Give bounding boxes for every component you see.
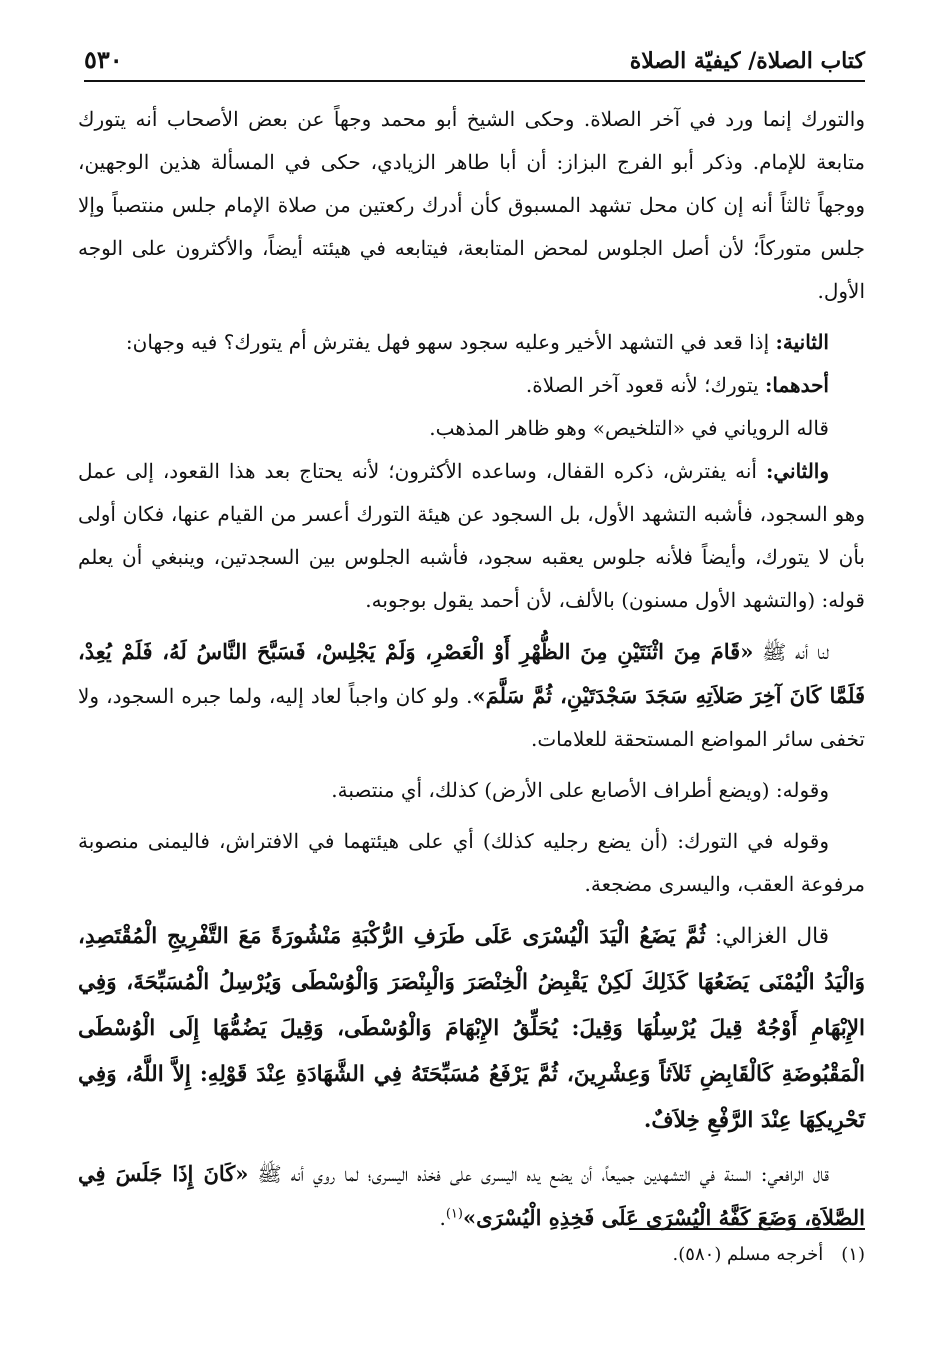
paragraph-text: وقوله في التورك: (أن يضع رجليه كذلك) أي على هيئتهما في الافتراش، فاليمنى منصوبة مرفوعة العقب، واليسرى مضجعة. — [78, 829, 865, 896]
term-label: أحدهما: — [764, 373, 829, 397]
paragraph-text: أنه يفترش، ذكره القفال، وساعده الأكثرون؛ لأنه يحتاج بعد هذا القعود، إلى عمل وهو السجود، فأشبه التشهد الأول، بل السجود عن هيئة التورك أعسر من القيام عنها، فكان أولى بأن لا يتورك، وأيضاً فلأنه جلوس يعقبه سجود، فأشبه الجلوس بين السجدتين، وينبغي أن يعلم قوله: (والتشهد الأول مسنون) بالألف، لأن أحمد يقول بوجوبه. — [78, 459, 865, 612]
paragraph — [78, 1152, 865, 1240]
page-number: ٥٣٠ — [84, 45, 123, 74]
quoted-matn: ثُمَّ يَضَعُ الْيَدَ الْيُسْرَى عَلَى طَرَفِ الرُّكْبَةِ مَنْشُورَةً مَعَ التَّفْرِيجِ الْمُقْتَصِدِ، وَالْيَدُ الْيُمْنَى يَضَعُهَا كَذَلِكَ لَكِنْ يَقْبِضُ الْخِنْصَرَ وَالْبِنْصَرَ وَالْوُسْطَى وَيُرْسِلُ الْمُسَبِّحَةَ، وَفِي الإِبْهَامِ أَوْجُهٌ قِيلَ يُرْسِلُهَا وَقِيلَ: يُحَلِّقُ الإِبْهَامَ وَالْوُسْطَى، وَقِيلَ يَضُمُّهَا إِلَى الْوُسْطَى الْمَقْبُوضَةِ كَالْقَابِضِ ثَلاَثاً وَعِشْرِينَ، ثُمَّ يَرْفَعُ مُسَبِّحَتَهُ فِي الشَّهَادَةِ عِنْدَ قَوْلِهِ: إِلاَّ اللَّهُ، وَفِي تَحْرِيكِهَا عِنْدَ الرَّفْعِ خِلاَفٌ. — [78, 924, 865, 1133]
paragraph — [78, 321, 865, 364]
page-header — [84, 42, 865, 82]
footnote-divider — [629, 1228, 865, 1230]
paragraph — [78, 450, 865, 622]
paragraph-text: . ولو كان واجباً لعاد إليه، ولما جبره السجود، ولا تخفى سائر المواضع المستحقة للعلامات. — [78, 684, 865, 751]
paragraph-text: والتورك إنما ورد في آخر الصلاة. وحكى الشيخ أبو محمد وجهاً عن بعض الأصحاب أنه يتورك متابعة للإمام. وذكر أبو الفرج البزاز: أن أبا طاهر الزيادي، حكى في المسألة هذين الوجهين، ووجهاً ثالثاً أنه إن كان محل تشهد المسبوق كأن أدرك ركعتين من صلاة الإمام جلس منتصباً وإلا جلس متوركاً؛ لأن أصل الجلوس لمحض المتابعة، فيتابعه في هيئته أيضاً، والأكثرون على الوجه الأول. — [78, 107, 866, 303]
paragraph-text: قال الغزالي: — [705, 924, 829, 949]
term-label: الثانية: — [775, 330, 829, 354]
hadith-quote: «كَانَ إِذَا جَلَسَ فِي الصَّلاَةِ، وَضَعَ كَفَّهُ الْيُسْرَى عَلَى فَخِذِهِ الْيُسْرَى» — [78, 1161, 865, 1230]
paragraph — [78, 364, 865, 407]
term-label: والثاني: — [765, 459, 830, 483]
paragraph — [78, 630, 865, 761]
paragraph-text: قاله الروياني في «التلخيص» وهو ظاهر المذهب. — [429, 416, 829, 440]
paragraph — [78, 820, 865, 906]
paragraph-text: وقوله: (ويضع أطراف الأصابع على الأرض) كذلك، أي منتصبة. — [331, 778, 829, 802]
paragraph — [78, 98, 865, 313]
footnote-text: أخرجه مسلم (٥٨٠). — [672, 1244, 824, 1265]
footnote-mark: (١) — [841, 1244, 865, 1265]
ghazali-text — [78, 914, 865, 1144]
paragraph-text: يتورك؛ لأنه قعود آخر الصلاة. — [525, 373, 765, 397]
paragraph-text: . — [439, 1206, 446, 1230]
paragraph — [78, 407, 865, 450]
paragraph — [78, 769, 865, 812]
paragraph-text: لنا أنه ﷺ — [753, 640, 829, 664]
paragraph-text: إذا قعد في التشهد الأخير وعليه سجود سهو فهل يفترش أم يتورك؟ فيه وجهان: — [125, 330, 776, 354]
running-title: كتاب الصلاة/ كيفيّة الصلاة — [629, 48, 865, 74]
main-text — [78, 98, 865, 1240]
hadith-quote: «قَامَ مِنَ اثْنَتَيْنِ مِنَ الظُّهْرِ أَوْ الْعَصْرِ، وَلَمْ يَجْلِسْ، فَسَبَّحَ النَّاسُ لَهُ، فَلَمْ يُعِدْ، فَلَمَّا كَانَ آخِرَ صَلاَتِهِ سَجَدَ سَجْدَتَيْنِ، ثُمَّ سَلَّمَ» — [78, 639, 865, 708]
paragraph-text: قال الرافعي: السنة في التشهدين جميعاً، أن يضع يده اليسرى على فخذه اليسرى؛ لما روي أنه ﷺ — [248, 1162, 829, 1186]
footnote — [84, 1240, 865, 1270]
footnote-ref[interactable]: (١) — [445, 1206, 463, 1222]
